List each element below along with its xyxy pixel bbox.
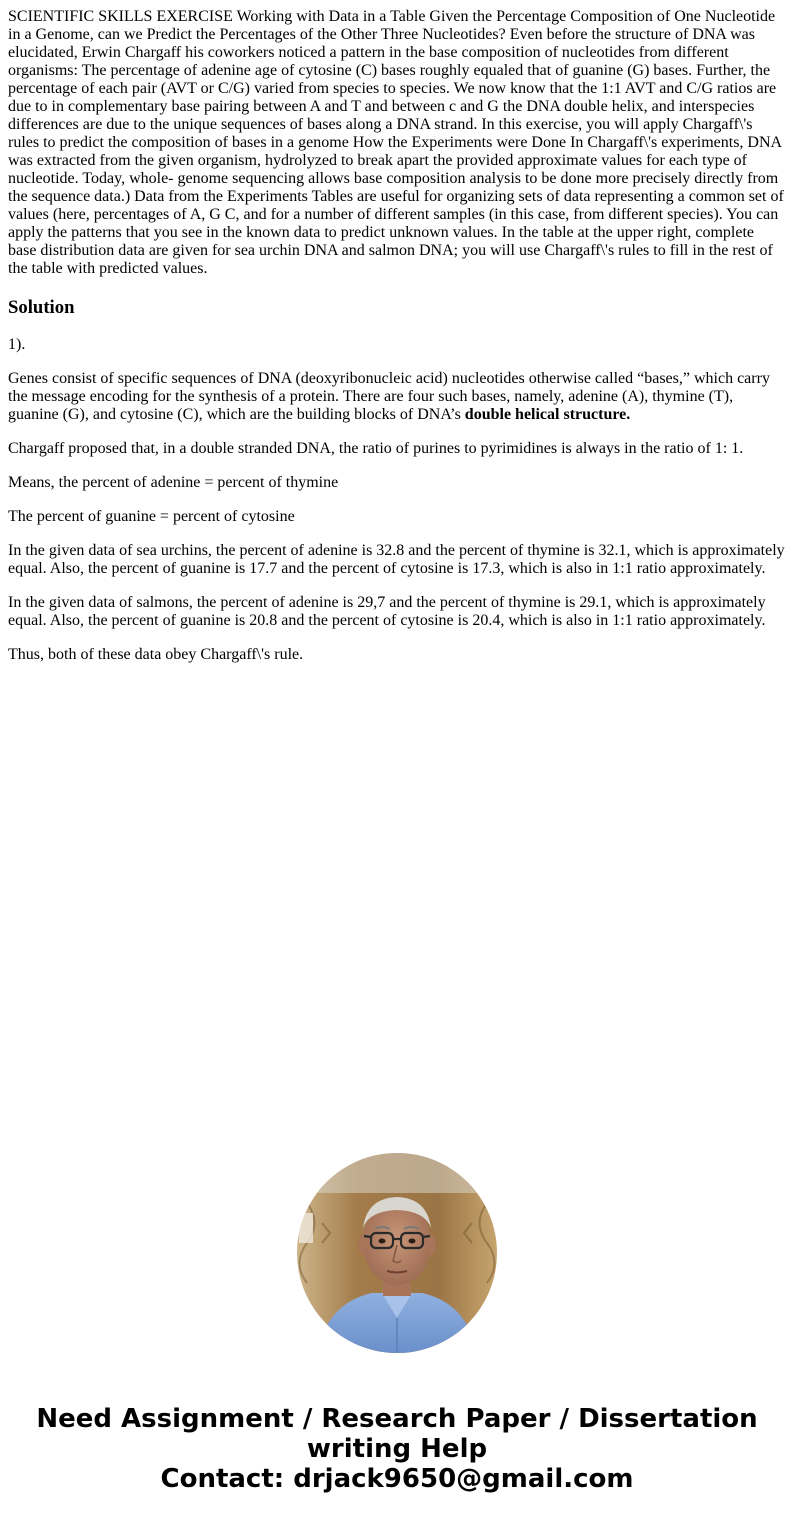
paragraph-1-text: Genes consist of specific sequences of DNA (deoxyribonucleic acid) nucleotides otherwise called “bases,” which carry the message encoding for the synthesis of a protein. There are four such bases, namely, adenine (A), thymine (T), guanine (G), and cytosine (C), which are the building blocks of DNA’s	[8, 370, 770, 423]
part-label: 1).	[8, 336, 26, 353]
solution-paragraph-2: Chargaff proposed that, in a double stranded DNA, the ratio of purines to pyrimidines is always in the ratio of 1: 1.	[8, 440, 744, 457]
avatar-portrait	[297, 1153, 497, 1353]
avatar	[297, 1153, 497, 1353]
solution-paragraph-5: In the given data of sea urchins, the percent of adenine is 32.8 and the percent of thymine is 32.1, which is approximately equal. Also, the percent of guanine is 17.7 and the percent of cytosine is 17.3, which is also in 1:1 ratio approximately.	[8, 542, 785, 577]
promo-contact: Contact: drjack9650@gmail.com	[160, 1464, 634, 1494]
solution-paragraph-3: Means, the percent of adenine = percent of thymine	[8, 474, 339, 491]
solution-paragraph-7: Thus, both of these data obey Chargaff\'s rule.	[8, 646, 304, 663]
page-content	[8, 8, 786, 680]
solution-paragraph-1	[8, 370, 786, 424]
question-text: SCIENTIFIC SKILLS EXERCISE Working with Data in a Table Given the Percentage Composition of One Nucleotide in a Genome, can we Predict the Percentages of the Other Three Nucleotides? Even before the structure of DNA was elucidated, Erwin Chargaff his coworkers noticed a pattern in the base composition of nucleotides from different organisms: The percentage of adenine age of cytosine (C) bases roughly equaled that of guanine (G) bases. Further, the percentage of each pair (AVT or C/G) varied from species to species. We now know that the 1:1 AVT and C/G ratios are due to in complementary base pairing between A and T and between c and G the DNA double helix, and interspecies differences are due to the unique sequences of bases along a DNA strand. In this exercise, you will apply Chargaff\'s rules to predict the composition of bases in a genome How the Experiments were Done In Chargaff\'s experiments, DNA was extracted from the given organism, hydrolyzed to break apart the provided approximate values for each type of nucleotide. Today, whole- genome sequencing allows base composition analysis to be done more precisely directly from the sequence data.) Data from the Experiments Tables are useful for organizing sets of data representing a common set of values (here, percentages of A, G C, and for a number of different samples (in this case, from different species). You can apply the patterns that you see in the known data to predict unknown values. In the table at the upper right, complete base distribution data are given for sea urchin DNA and salmon DNA; you will use Chargaff\'s rules to fill in the rest of the table with predicted values.	[8, 8, 784, 277]
solution-paragraph-6: In the given data of salmons, the percent of adenine is 29,7 and the percent of thymine is 29.1, which is approximately equal. Also, the percent of guanine is 20.8 and the percent of cytosine is 20.4, which is also in 1:1 ratio approximately.	[8, 594, 766, 629]
solution-heading: Solution	[8, 297, 75, 318]
promo-line-2: writing Help	[306, 1434, 488, 1464]
solution-paragraph-4: The percent of guanine = percent of cytosine	[8, 508, 295, 525]
promo-banner	[0, 1404, 794, 1494]
paragraph-1-bold: double helical structure.	[464, 406, 631, 423]
promo-line-1: Need Assignment / Research Paper / Dissertation	[36, 1404, 758, 1434]
